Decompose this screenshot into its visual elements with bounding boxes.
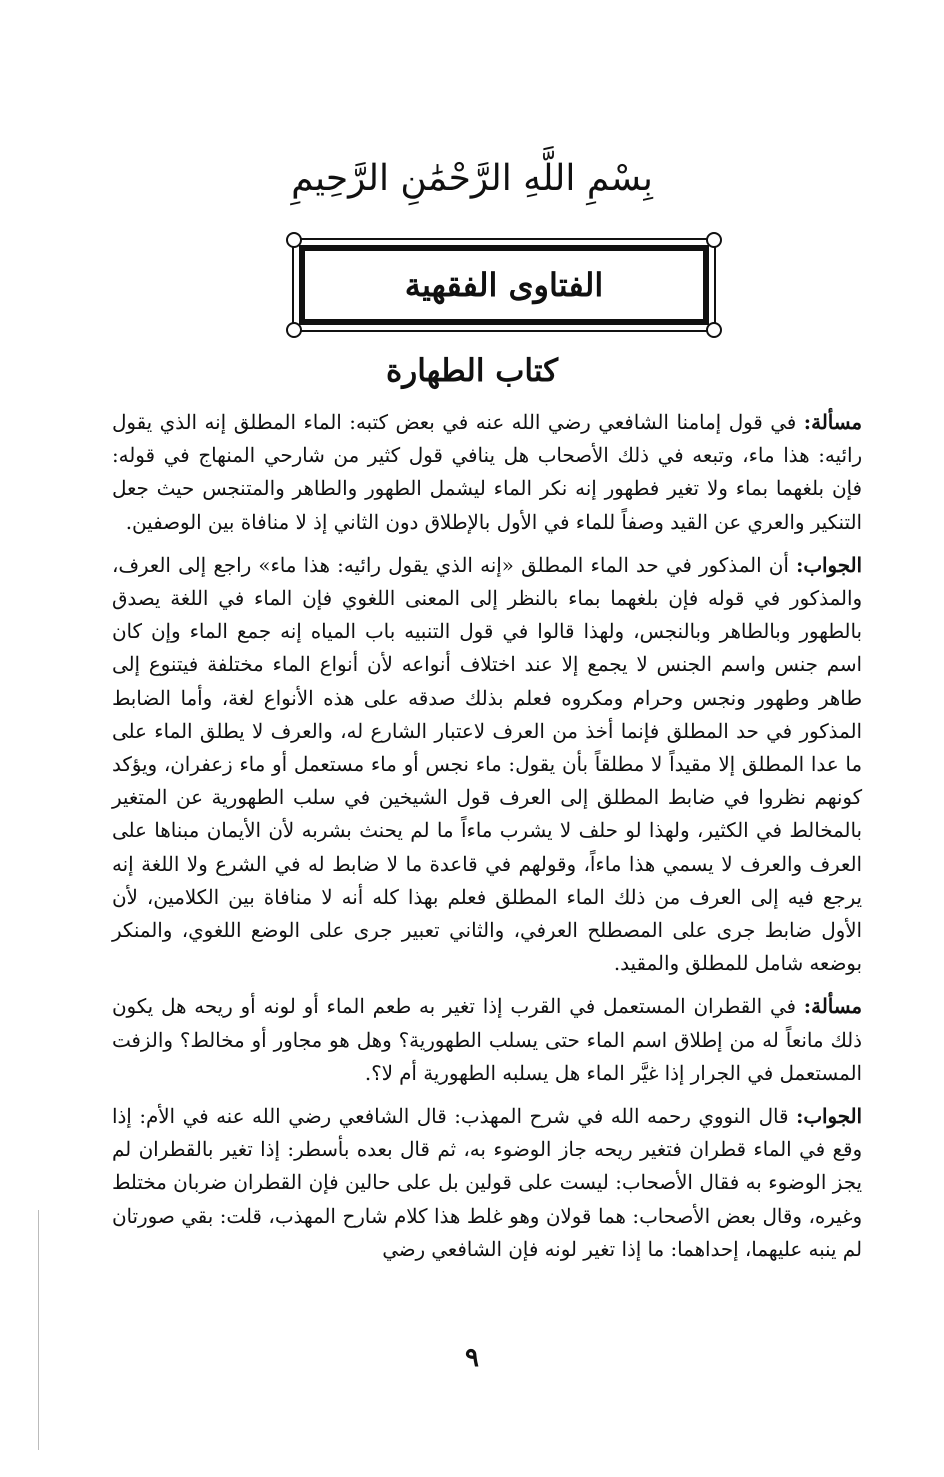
question-paragraph	[112, 406, 862, 539]
answer-label: الجواب:	[796, 1104, 862, 1129]
answer-label: الجواب:	[796, 552, 862, 577]
paragraph-text: قال النووي رحمه الله في شرح المهذب: قال الشافعي رضي الله عنه في الأم: إذا وقع في الماء قطران فتغير ريحه جاز الوضوء به، ثم قال بعده بأسطر: إذا تغير بالقطران لم يجز الوضوء به فقال الأصحاب: ليست على قولين بل على حالين فإن القطران ضربان مختلط وغيره، وقال بعض الأصحاب: هما قولان وهو غلط هذا كلام شارح المهذب، قلت: بقي صورتان لم ينبه عليهما، إحداهما: ما إذا تغير لونه فإن الشافعي رضي	[112, 1105, 862, 1261]
section-title-frame	[292, 238, 716, 332]
question-label: مسألة:	[803, 994, 862, 1019]
answer-paragraph	[112, 549, 862, 981]
book-title: كتاب الطهارة	[386, 353, 558, 389]
question-paragraph	[112, 990, 862, 1090]
paragraph-text: أن المذكور في حد الماء المطلق «إنه الذي يقول رائيه: هذا ماء» راجع إلى العرف، والمذكور في قوله فإن بلغهما بماء بالنظر إلى المعنى اللغوي فإن الماء في اللغة يصدق بالطهور وبالطاهر وبالنجس، ولهذا قالوا في قول التنبيه باب المياه إنه جمع الماء وإن كان اسم جنس واسم الجنس لا يجمع إلا عند اختلاف أنواعه لأن أنواع الماء مختلفة فيتنوع إلى طاهر وطهور ونجس وحرام ومكروه فعلم بذلك صدقه على هذه الأنواع لغة، وأما الضابط المذكور في حد المطلق فإنما أخذ من العرف لاعتبار الشارع له، والعرف لا يطلق الماء على ما عدا المطلق إلا مقيداً لا مطلقاً بأن يقول: ماء نجس أو ماء مستعمل أو ماء زعفران، ويؤكد كونهم نظروا في ضابط المطلق إلى العرف قول الشيخين في سلب الطهورية عن المتغير بالمخالط في الكثير، ولهذا لو حلف لا يشرب ماءاً ما لم يحنث بشربه لأن الأيمان مبناها على العرف والعرف لا يسمي هذا ماءاً، وقولهم في قاعدة ما لا ضابط له في الشرع ولا اللغة إنه يرجع فيه إلى العرف من ذلك الماء المطلق فعلم بهذا كله أنه لا منافاة بين الكلامين، لأن الأول ضابط جرى على المصطلح العرفي، والثاني تعبير جرى على الوضع اللغوي، والمنكر بوضعه شامل للمطلق والمقيد.	[112, 553, 862, 976]
page-number: ٩	[465, 1343, 479, 1373]
scan-margin-line	[38, 1210, 39, 1450]
basmala: بِسْمِ اللَّهِ الرَّحْمَٰنِ الرَّحِيمِ	[291, 158, 653, 199]
paragraph-text: في القطران المستعمل في القرب إذا تغير به طعم الماء أو لونه أو ريحه هل يكون ذلك مانعاً له من إطلاق اسم الماء حتى يسلب الطهورية؟ وهل هو مجاور أو مخالط؟ والزفت المستعمل في الجرار إذا غيَّر الماء هل يسلبه الطهورية أم لا؟.	[112, 995, 862, 1085]
body-text	[112, 406, 862, 1266]
section-title: الفتاوى الفقهية	[404, 266, 604, 304]
paragraph-text: في قول إمامنا الشافعي رضي الله عنه في بعض كتبه: الماء المطلق إنه الذي يقول رائيه: هذا ماء، وتبعه في ذلك الأصحاب هل ينافي قول كثير من شارحي المنهاج في قوله: فإن بلغهما بماء ولا تغير فطهور إنه نكر الماء ليشمل الطهور والطاهر والمتنجس حيث جعل التنكير والعري عن القيد وصفاً للماء في الأول بالإطلاق دون الثاني إذ لا منافاة بين الوصفين.	[112, 411, 862, 534]
answer-paragraph	[112, 1100, 862, 1266]
question-label: مسألة:	[803, 410, 862, 434]
